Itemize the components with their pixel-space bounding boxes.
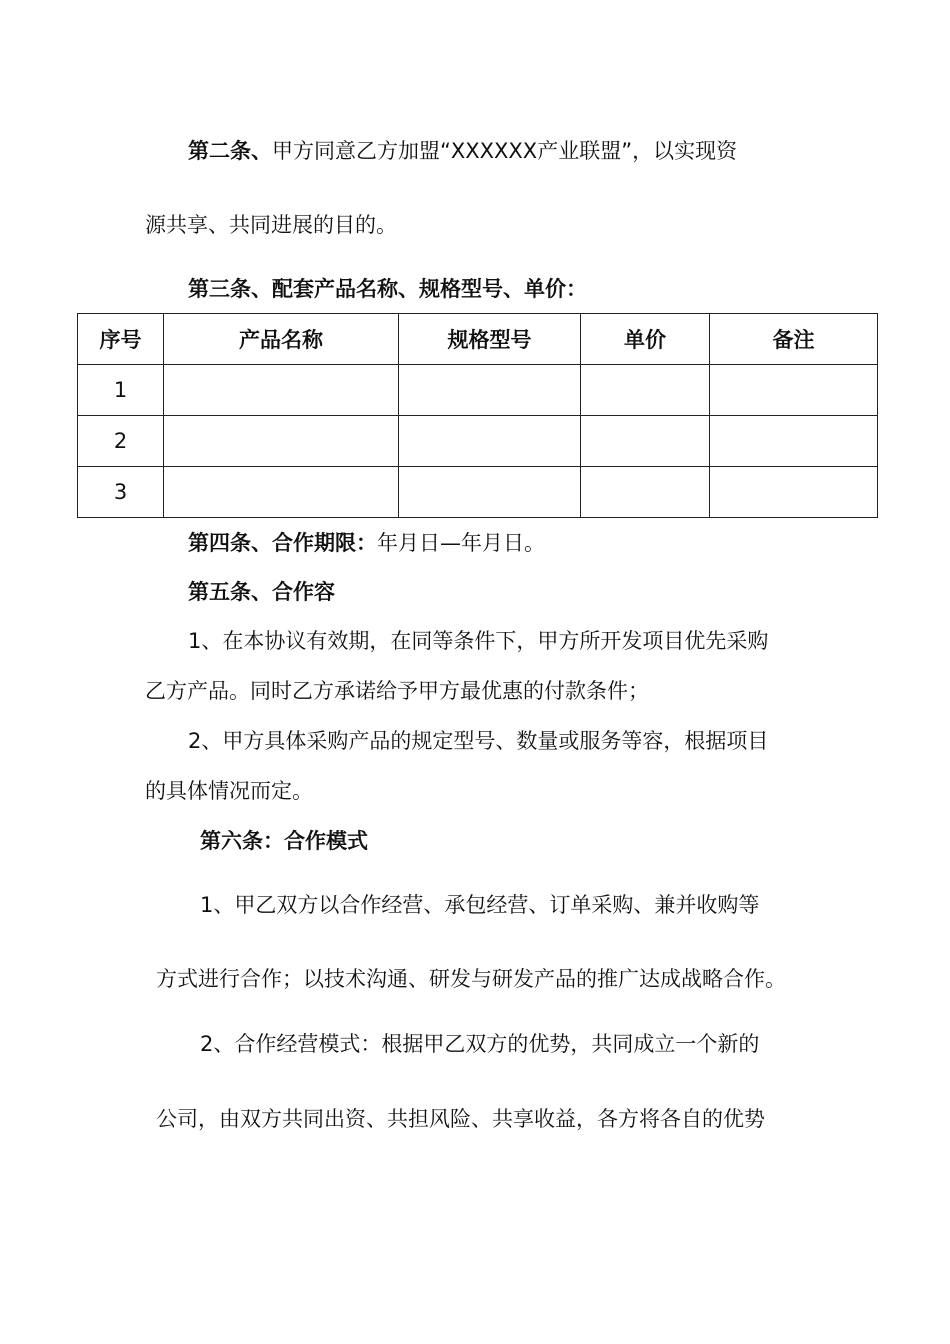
article-6-item-1-line-1: 1、甲乙双方以合作经营、承包经营、订单采购、兼并收购等 [200,893,760,917]
article-2-line-2: 源共享、共同进展的目的。 [145,213,397,237]
table-cell [164,467,399,518]
header-cell-product-name: 产品名称 [164,314,399,365]
header-cell-model: 规格型号 [399,314,581,365]
table-cell [581,365,710,416]
article-4-line [188,528,545,558]
spec-table [77,313,878,518]
article-3-heading: 第三条、配套产品名称、规格型号、单价： [188,277,587,301]
article-4-heading: 第四条、合作期限： [188,531,377,555]
article-5-item-2-line-2: 的具体情况而定。 [145,779,313,803]
table-cell [581,467,710,518]
table-cell [581,416,710,467]
table-cell [399,467,581,518]
header-cell-price: 单价 [581,314,710,365]
article-4-text: 年月日—年月日。 [377,531,545,555]
article-5-item-1-line-2: 乙方产品。同时乙方承诺给予甲方最优惠的付款条件； [145,679,649,703]
article-6-item-1-line-2: 方式进行合作；以技术沟通、研发与研发产品的推广达成战略合作。 [156,967,786,991]
article-2-line-1 [188,136,737,166]
table-cell [710,416,878,467]
article-2-heading: 第二条、 [188,139,272,163]
article-6-heading: 第六条：合作模式 [200,829,368,853]
table-cell: 1 [78,365,164,416]
table-cell: 2 [78,416,164,467]
table-cell: 3 [78,467,164,518]
article-5-item-1-line-1: 1、在本协议有效期，在同等条件下，甲方所开发项目优先采购 [188,629,769,653]
header-cell-index: 序号 [78,314,164,365]
article-5-heading: 第五条、合作容 [188,580,335,604]
table-cell [399,365,581,416]
table-cell [164,416,399,467]
table-header-row [78,314,878,365]
article-6-item-2-line-1: 2、合作经营模式：根据甲乙双方的优势，共同成立一个新的 [200,1032,760,1056]
article-5-item-2-line-1: 2、甲方具体采购产品的规定型号、数量或服务等容，根据项目 [188,729,769,753]
article-2-text-1: 甲方同意乙方加盟“XXXXXX产业联盟”，以实现资 [272,139,738,163]
table-row [78,365,878,416]
table-row [78,467,878,518]
table-cell [399,416,581,467]
table-row [78,416,878,467]
table-cell [710,365,878,416]
table-cell [710,467,878,518]
article-6-item-2-line-2: 公司，由双方共同出资、共担风险、共享收益，各方将各自的优势 [156,1107,765,1131]
table-cell [164,365,399,416]
header-cell-remark: 备注 [710,314,878,365]
